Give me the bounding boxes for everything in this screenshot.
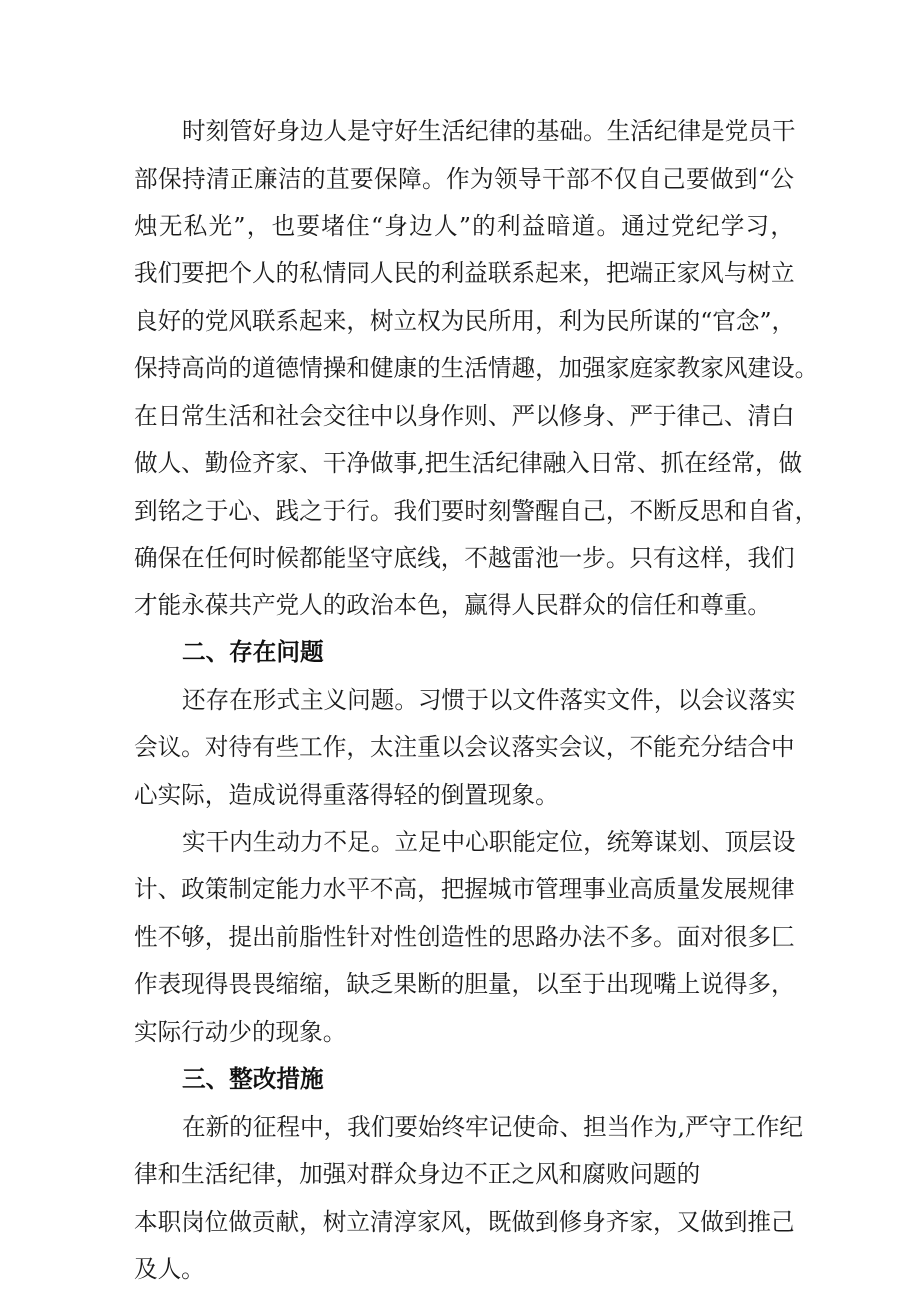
paragraph1-line-7: 在日常生活和社会交往中以身作则、严以修身、严于律己、清白 [134, 402, 795, 430]
section-heading-rectification: 三、整改措施 [182, 1065, 324, 1093]
paragraph4-line-4: 及人。 [134, 1255, 205, 1283]
paragraph1-line-8: 做人、勤俭齐家、干净做事,把生活纪律融入日常、抓在经常，做 [134, 449, 803, 477]
paragraph3-line-2: 计、政策制定能力水平不高，把握城市管理事业高质量发展规律 [134, 875, 795, 903]
paragraph4-line-2: 律和生活纪律，加强对群众身边不正之风和腐败问题的 [134, 1160, 701, 1188]
paragraph1-line-11: 才能永葆共产党人的政治本色，赢得人民群众的信任和尊重。 [134, 591, 772, 619]
paragraph1-line-10: 确保在任何时候都能坚守底线，不越雷池一步。只有这样，我们 [134, 544, 795, 572]
paragraph1-line-4: 我们要把个人的私情同人民的利益联系起来，把端正家风与树立 [134, 259, 795, 287]
paragraph1-line-1: 时刻管好身边人是守好生活纪律的基础。生活纪律是党员干 [182, 117, 796, 145]
paragraph1-line-5: 良好的党风联系起来，树立权为民所用，利为民所谋的“官念”， [134, 307, 796, 335]
paragraph1-line-3: 烛无私光”，也要堵住“身边人”的利益暗道。通过党纪学习， [134, 212, 794, 240]
paragraph3-line-1: 实干内生动力不足。立足中心职能定位，统筹谋划、顶层设 [182, 828, 796, 856]
paragraph3-line-5: 实际行动少的现象。 [134, 1018, 347, 1046]
paragraph4-line-3: 本职岗位做贡献，树立清淳家风，既做到修身齐家，又做到推己 [134, 1208, 795, 1236]
paragraph1-line-6: 保持高尚的道德情操和健康的生活情趣，加强家庭家教家风建设。 [134, 354, 819, 382]
paragraph3-line-3: 性不够，提出前脂性针对性创造性的思路办法不多。面对很多匚 [134, 923, 795, 951]
paragraph4-line-1: 在新的征程中，我们要始终牢记使命、担当作为,严守工作纪 [182, 1113, 803, 1141]
paragraph2-line-1: 还存在形式主义问题。习惯于以文件落实文件，以会议落实 [182, 686, 796, 714]
section-heading-problems: 二、存在问题 [182, 638, 324, 666]
paragraph2-line-3: 心实际，造成说得重落得轻的倒置现象。 [134, 781, 559, 809]
paragraph2-line-2: 会议。对待有些工作，太注重以会议落实会议，不能充分结合中 [134, 733, 795, 761]
paragraph3-line-4: 作表现得畏畏缩缩，缺乏果断的胆量，以至于出现嘴上说得多， [134, 970, 795, 998]
paragraph1-line-2: 部保持清正廉洁的苴要保障。作为领导干部不仅自己要做到“公 [134, 165, 794, 193]
paragraph1-line-9: 到铭之于心、践之于行。我们要时刻警醒自己，不断反思和自省， [134, 497, 819, 525]
